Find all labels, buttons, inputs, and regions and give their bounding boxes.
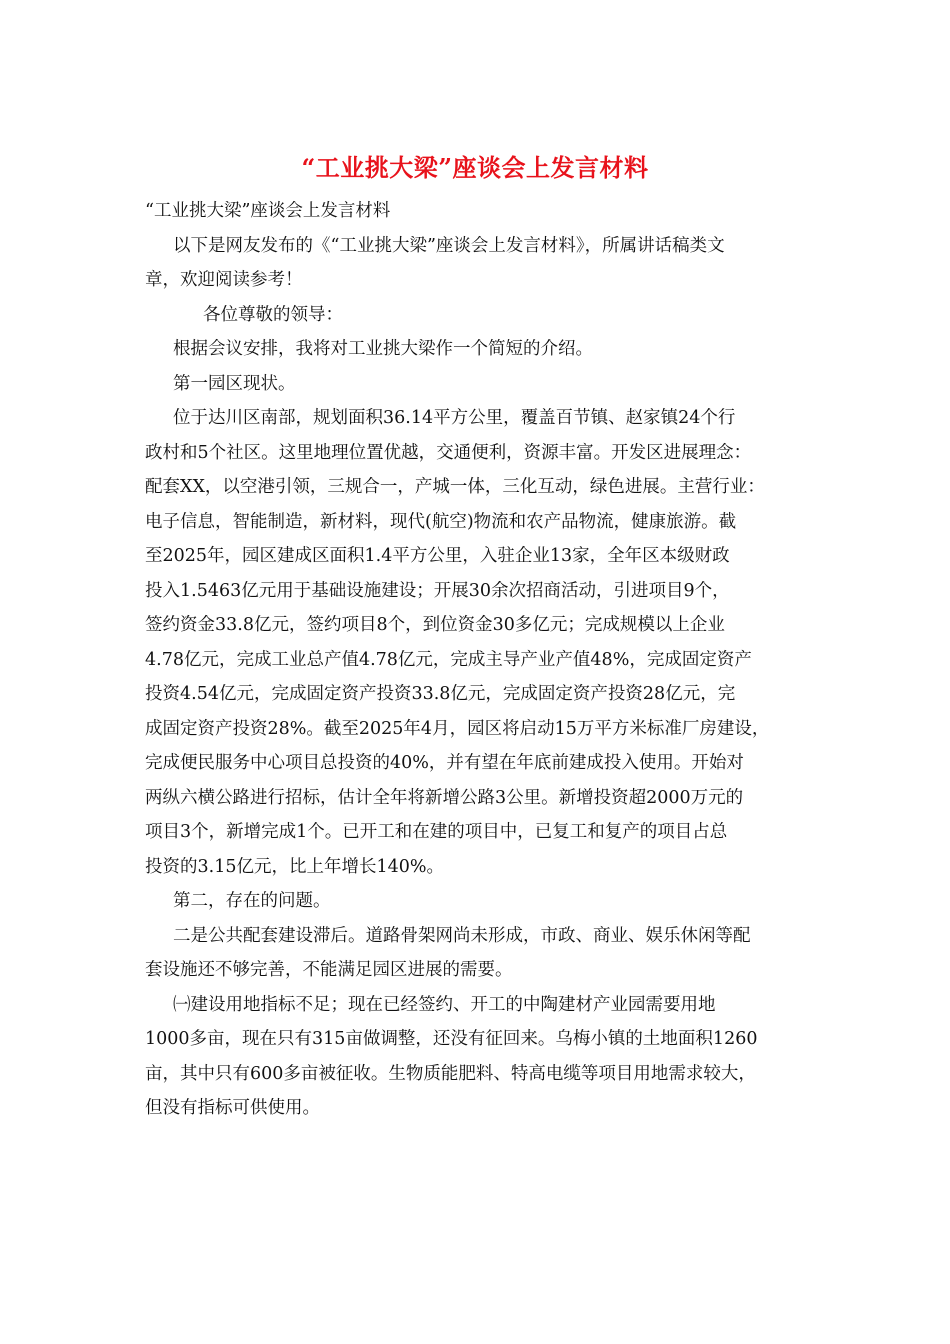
document-subtitle: “工业挑大梁”座谈会上发言材料 (145, 201, 391, 221)
section-1-line: 两纵六横公路进行招标，估计全年将新增公路3公里。新增投资超2000万元的 (145, 787, 744, 808)
section-2-paragraph-2-line: 但没有指标可供使用。 (145, 1098, 320, 1118)
section-2-paragraph-2-line: 亩，其中只有600多亩被征收。生物质能肥料、特高电缆等项目用地需求较大， (145, 1063, 756, 1084)
section-1-line: 成固定资产投资28%。截至2025年4月，园区将启动15万平方米标准厂房建设， (145, 718, 770, 739)
opening-paragraph: 根据会议安排，我将对工业挑大梁作一个简短的介绍。 (173, 339, 593, 359)
section-1-line: 位于达川区南部，规划面积36.14平方公里，覆盖百节镇、赵家镇24个行 (173, 408, 736, 428)
section-1-line: 投资4.54亿元，完成固定资产投资33.8亿元，完成固定资产投资28亿元，完 (145, 684, 736, 704)
section-1-line: 4.78亿元，完成工业总产值4.78亿元，完成主导产业产值48%，完成固定资产 (145, 649, 752, 670)
section-1-heading: 第一园区现状。 (173, 373, 296, 394)
intro-line-2: 章，欢迎阅读参考！ (145, 270, 303, 290)
section-2-paragraph-2-line: ㈠建设用地指标不足；现在已经签约、开工的中陶建材产业园需要用地 (173, 994, 716, 1015)
section-1-line: 投入1.5463亿元用于基础设施建设；开展30余次招商活动，引进项目9个， (145, 580, 730, 601)
section-1-line: 签约资金33.8亿元，签约项目8个，到位资金30多亿元；完成规模以上企业 (145, 615, 725, 635)
salutation: 各位尊敬的领导： (203, 304, 343, 325)
section-1-line: 配套XX，以空港引领，三规合一，产城一体，三化互动，绿色进展。主营行业： (145, 477, 765, 497)
section-1-line: 政村和5个社区。这里地理位置优越，交通便利，资源丰富。开发区进展理念： (145, 442, 752, 463)
section-1-line: 项目3个，新增完成1个。已开工和在建的项目中，已复工和复产的项目占总 (145, 822, 728, 842)
document-body (145, 194, 815, 1126)
intro-line-1: 以下是网友发布的《“工业挑大梁”座谈会上发言材料》，所属讲话稿类文 (173, 235, 725, 256)
section-2-paragraph-1-line: 二是公共配套建设滞后。道路骨架网尚未形成，市政、商业、娱乐休闲等配 (173, 925, 751, 946)
section-1-line: 完成便民服务中心项目总投资的40%，并有望在年底前建成投入使用。开始对 (145, 753, 744, 773)
section-1-line: 投资的3.15亿元，比上年增长140%。 (145, 856, 444, 877)
section-2-paragraph-2-line: 1000多亩，现在只有315亩做调整，还没有征回来。乌梅小镇的土地面积1260 (145, 1029, 758, 1049)
section-2-heading: 第二，存在的问题。 (173, 891, 331, 911)
document-title: “工业挑大梁”座谈会上发言材料 (301, 153, 649, 182)
section-1-line: 电子信息，智能制造，新材料，现代(航空)物流和农产品物流，健康旅游。截 (145, 511, 737, 532)
section-1-line: 至2025年，园区建成区面积1.4平方公里，入驻企业13家，全年区本级财政 (145, 546, 730, 566)
section-2-paragraph-1-line: 套设施还不够完善，不能满足园区进展的需要。 (145, 960, 513, 980)
